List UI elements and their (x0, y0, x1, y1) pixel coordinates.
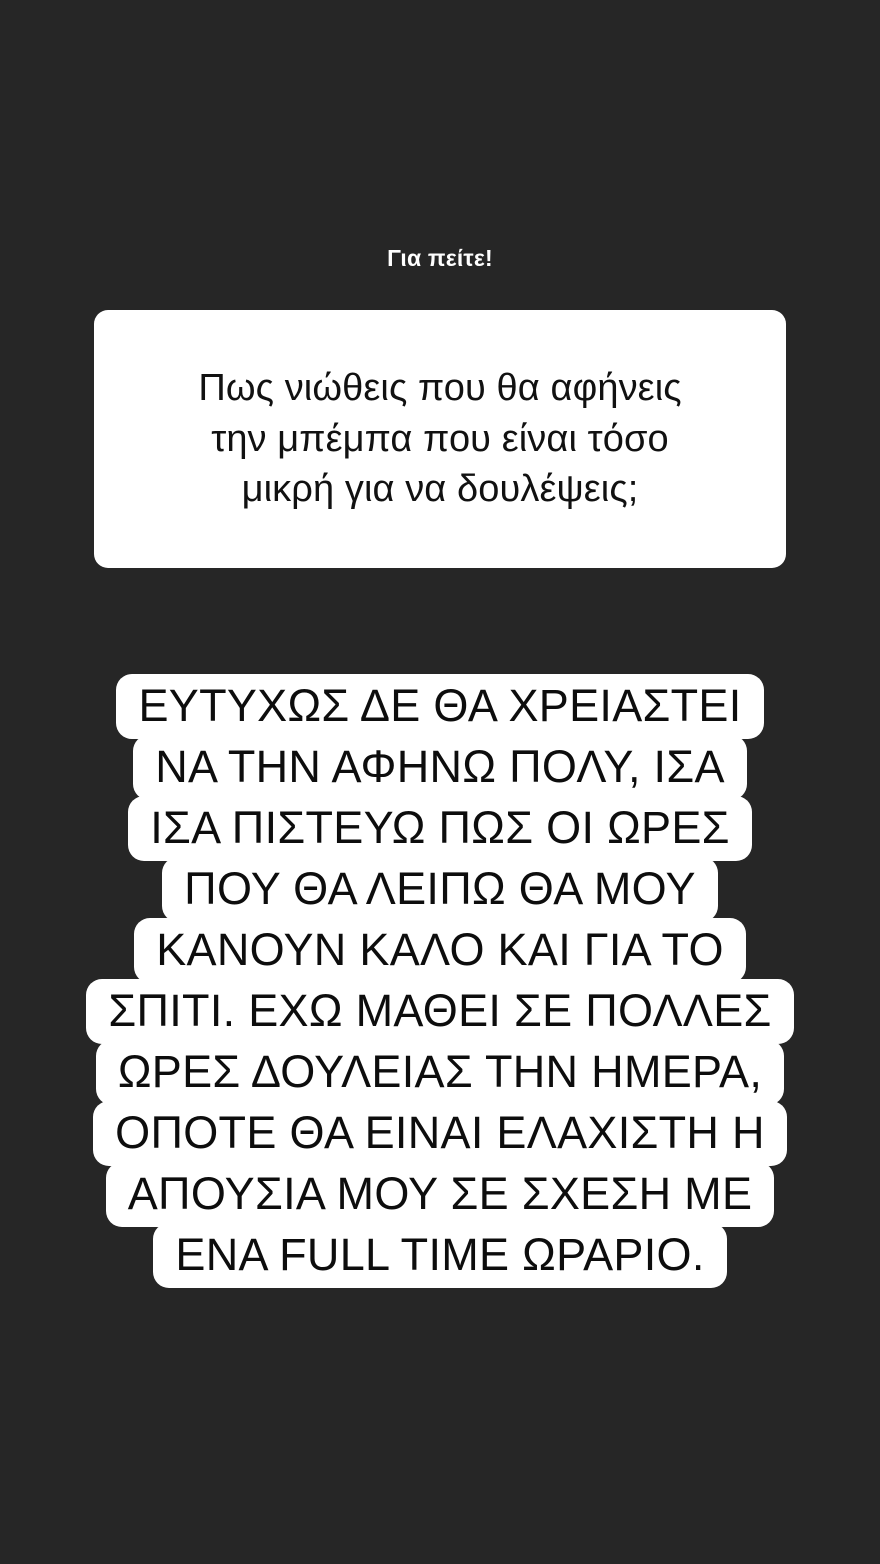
answer-line: ΝΑ ΤΗΝ ΑΦΗΝΩ ΠΟΛΥ, ΙΣΑ (133, 735, 747, 800)
question-line: την μπέμπα που είναι τόσο (211, 417, 669, 460)
question-line: Πως νιώθεις που θα αφήνεις (198, 367, 682, 410)
answer-line: ΑΠΟΥΣΙΑ ΜΟΥ ΣΕ ΣΧΕΣΗ ΜΕ (106, 1162, 775, 1227)
question-line: μικρή για να δουλέψεις; (241, 468, 639, 511)
question-text (198, 363, 681, 515)
answer-line: ΕΝΑ FULL TIME ΩΡΑΡΙΟ. (153, 1223, 726, 1288)
answer-line: ΟΠΟΤΕ ΘΑ ΕΙΝΑΙ ΕΛΑΧΙΣΤΗ Η (93, 1101, 787, 1166)
answer-line: ΣΠΙΤΙ. ΕΧΩ ΜΑΘΕΙ ΣΕ ΠΟΛΛΕΣ (86, 979, 793, 1044)
question-card (94, 310, 786, 568)
answer-text-block (0, 676, 880, 1286)
answer-line: ΠΟΥ ΘΑ ΛΕΙΠΩ ΘΑ ΜΟΥ (162, 857, 718, 922)
question-sticker-label: Για πείτε! (387, 245, 493, 271)
answer-line: ΕΥΤΥΧΩΣ ΔΕ ΘΑ ΧΡΕΙΑΣΤΕΙ (116, 674, 763, 739)
answer-line: ΩΡΕΣ ΔΟΥΛΕΙΑΣ ΤΗΝ ΗΜΕΡΑ, (96, 1040, 784, 1105)
answer-line: ΙΣΑ ΠΙΣΤΕΥΩ ΠΩΣ ΟΙ ΩΡΕΣ (128, 796, 752, 861)
answer-line: ΚΑΝΟΥΝ ΚΑΛΟ ΚΑΙ ΓΙΑ ΤΟ (134, 918, 746, 983)
